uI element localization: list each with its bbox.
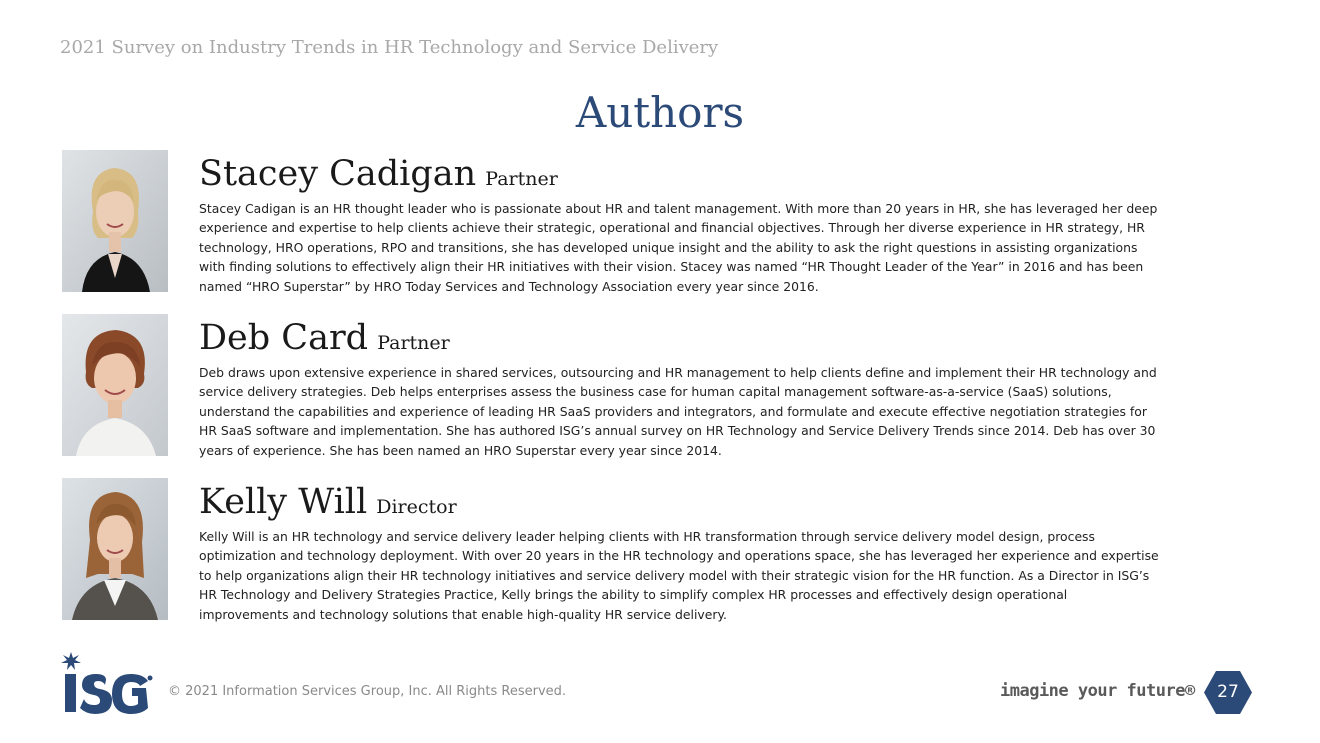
- page-title: Authors: [575, 88, 745, 137]
- author-card-stacey-cadigan: [62, 150, 1162, 295]
- author-name: Stacey Cadigan: [199, 154, 477, 194]
- author-name: Deb Card: [199, 318, 369, 358]
- author-card-kelly-will: [62, 478, 1162, 623]
- author-photo: [62, 314, 168, 456]
- document-header: 2021 Survey on Industry Trends in HR Technology and Service Delivery: [60, 37, 719, 58]
- author-photo: [62, 150, 168, 292]
- author-name: Kelly Will: [199, 482, 368, 522]
- tagline: imagine your future®: [1000, 681, 1195, 701]
- author-bio: Kelly Will is an HR technology and service delivery leader helping clients with HR transformation through service delivery model design, process optimization and technology deployment. With over 20 years in the HR technology and operations space, she has leveraged her experience and expertise to help organizations align their HR technology initiatives and service delivery model with their strategic vision for the HR function. As a Director in ISG’s HR Technology and Delivery Strategies Practice, Kelly brings the ability to simplify complex HR processes and effectively design operational improvements and technology solutions that enable high-quality HR service delivery.: [199, 529, 1159, 622]
- page-number: 27: [1217, 682, 1239, 702]
- author-bio: Stacey Cadigan is an HR thought leader who is passionate about HR and talent management. With more than 20 years in HR, she has leveraged her deep experience and expertise to help clients achieve their strategic, operational and financial objectives. Through her diverse experience in HR strategy, HR technology, HRO operations, RPO and transitions, she has developed unique insight and the ability to ask the right questions in assisting organizations with finding solutions to effectively align their HR initiatives with their vision. Stacey was named “HR Thought Leader of the Year” in 2016 and has been named “HRO Superstar” by HRO Today Services and Technology Association every year since 2016.: [199, 201, 1158, 294]
- author-heading: [199, 482, 457, 522]
- author-photo: [62, 478, 168, 620]
- author-role: Director: [376, 496, 457, 518]
- author-bio: Deb draws upon extensive experience in shared services, outsourcing and HR management to help clients define and implement their HR technology and service delivery strategies. Deb helps enterprises assess the business case for human capital management software-as-a-service (SaaS) solutions, understand the capabilities and experience of leading HR SaaS providers and integrators, and formulate and execute effective negotiation strategies for HR SaaS software and implementation. She has authored ISG’s annual survey on HR Technology and Service Delivery Trends since 2014. Deb has over 30 years of experience. She has been named an HRO Superstar every year since 2014.: [199, 365, 1157, 458]
- copyright-notice: © 2021 Information Services Group, Inc. All Rights Reserved.: [168, 684, 567, 699]
- author-heading: [199, 318, 450, 358]
- author-heading: [199, 154, 558, 194]
- isg-logo-icon: [60, 650, 155, 716]
- author-role: Partner: [377, 332, 450, 354]
- author-card-deb-card: [62, 314, 1162, 459]
- author-role: Partner: [485, 168, 558, 190]
